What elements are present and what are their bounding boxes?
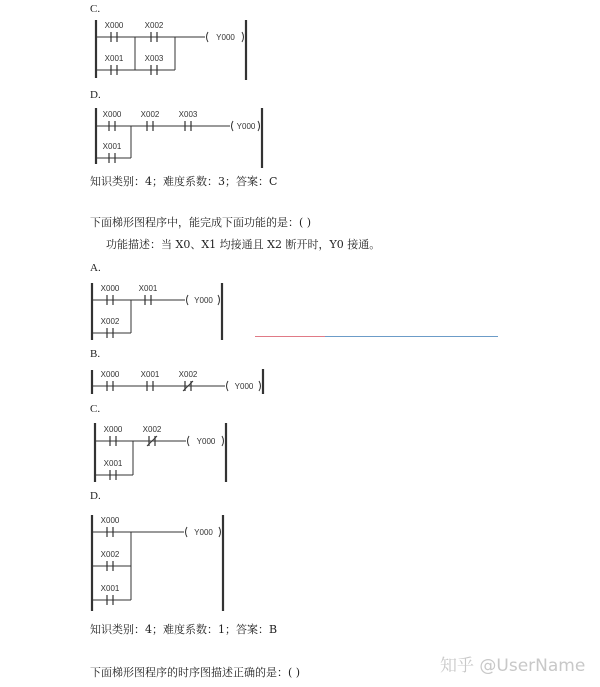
contact-label: X000 <box>100 284 120 293</box>
no-contact <box>101 584 120 605</box>
no-contact <box>103 142 122 163</box>
option-letter: C. <box>90 3 101 15</box>
no-contact <box>101 370 120 391</box>
output-coil <box>207 32 244 42</box>
contact-label: X001 <box>102 142 122 151</box>
ladder-q2-option-c <box>95 423 226 482</box>
output-coil <box>232 121 260 131</box>
coil-label: Y000 <box>236 122 256 131</box>
coil-label: Y000 <box>194 296 213 305</box>
contact-label: X003 <box>144 54 164 63</box>
ladder-q2-option-a <box>92 283 222 340</box>
contact-label: X002 <box>100 317 120 326</box>
nc-contact <box>143 425 162 446</box>
ladder-q2-option-d <box>92 515 223 611</box>
no-contact <box>179 110 198 131</box>
contact-label: X003 <box>178 110 198 119</box>
no-contact <box>101 516 120 537</box>
contact-label: X001 <box>104 54 124 63</box>
option-letter: D. <box>90 490 101 502</box>
coil-label: Y000 <box>234 382 254 391</box>
contact-label: X000 <box>100 516 120 525</box>
no-contact <box>101 317 120 338</box>
coil-label: Y000 <box>196 437 216 446</box>
option-letter: B. <box>90 348 101 360</box>
contact-label: X002 <box>178 370 198 379</box>
ladder-q1-option-d <box>96 108 262 168</box>
ladder-q2-option-b <box>92 369 263 394</box>
contact-label: X000 <box>102 110 122 119</box>
no-contact <box>103 110 122 131</box>
contact-label: X000 <box>103 425 123 434</box>
no-contact <box>141 370 160 391</box>
contact-label: X002 <box>140 110 160 119</box>
no-contact <box>105 21 124 42</box>
contact-label: X000 <box>100 370 120 379</box>
option-letter: A. <box>90 262 101 274</box>
no-contact <box>145 54 164 75</box>
no-contact <box>104 459 123 480</box>
output-coil <box>227 381 261 391</box>
output-coil <box>188 436 224 446</box>
question-meta: 知识类别：4；难度系数：3；答案：C <box>90 175 278 188</box>
contact-label: X000 <box>104 21 124 30</box>
no-contact <box>104 425 123 446</box>
output-coil <box>187 295 220 305</box>
coil-label: Y000 <box>216 33 235 42</box>
coil-label: Y000 <box>194 528 213 537</box>
no-contact <box>139 284 158 305</box>
function-description: 功能描述：当 X0、X1 均接通且 X2 断开时，Y0 接通。 <box>106 238 381 251</box>
ladder-q1-option-c <box>96 20 246 80</box>
contact-label: X002 <box>100 550 120 559</box>
nc-contact <box>179 370 198 391</box>
contact-label: X001 <box>100 584 120 593</box>
contact-label: X002 <box>144 21 164 30</box>
output-coil <box>186 527 221 537</box>
option-letter: C. <box>90 403 101 415</box>
contact-label: X002 <box>142 425 162 434</box>
contact-label: X001 <box>140 370 160 379</box>
question-text: 下面梯形图程序的时序图描述正确的是：( ) <box>90 666 301 679</box>
option-letter: D. <box>90 89 101 101</box>
contact-label: X001 <box>103 459 123 468</box>
watermark: 知乎 @UserName <box>440 656 586 676</box>
no-contact <box>141 110 160 131</box>
no-contact <box>145 21 164 42</box>
question-meta: 知识类别：4；难度系数：1；答案：B <box>90 623 278 636</box>
no-contact <box>101 284 120 305</box>
no-contact <box>105 54 124 75</box>
no-contact <box>101 550 120 571</box>
question-text: 下面梯形图程序中，能完成下面功能的是：( ) <box>90 216 312 229</box>
contact-label: X001 <box>138 284 158 293</box>
